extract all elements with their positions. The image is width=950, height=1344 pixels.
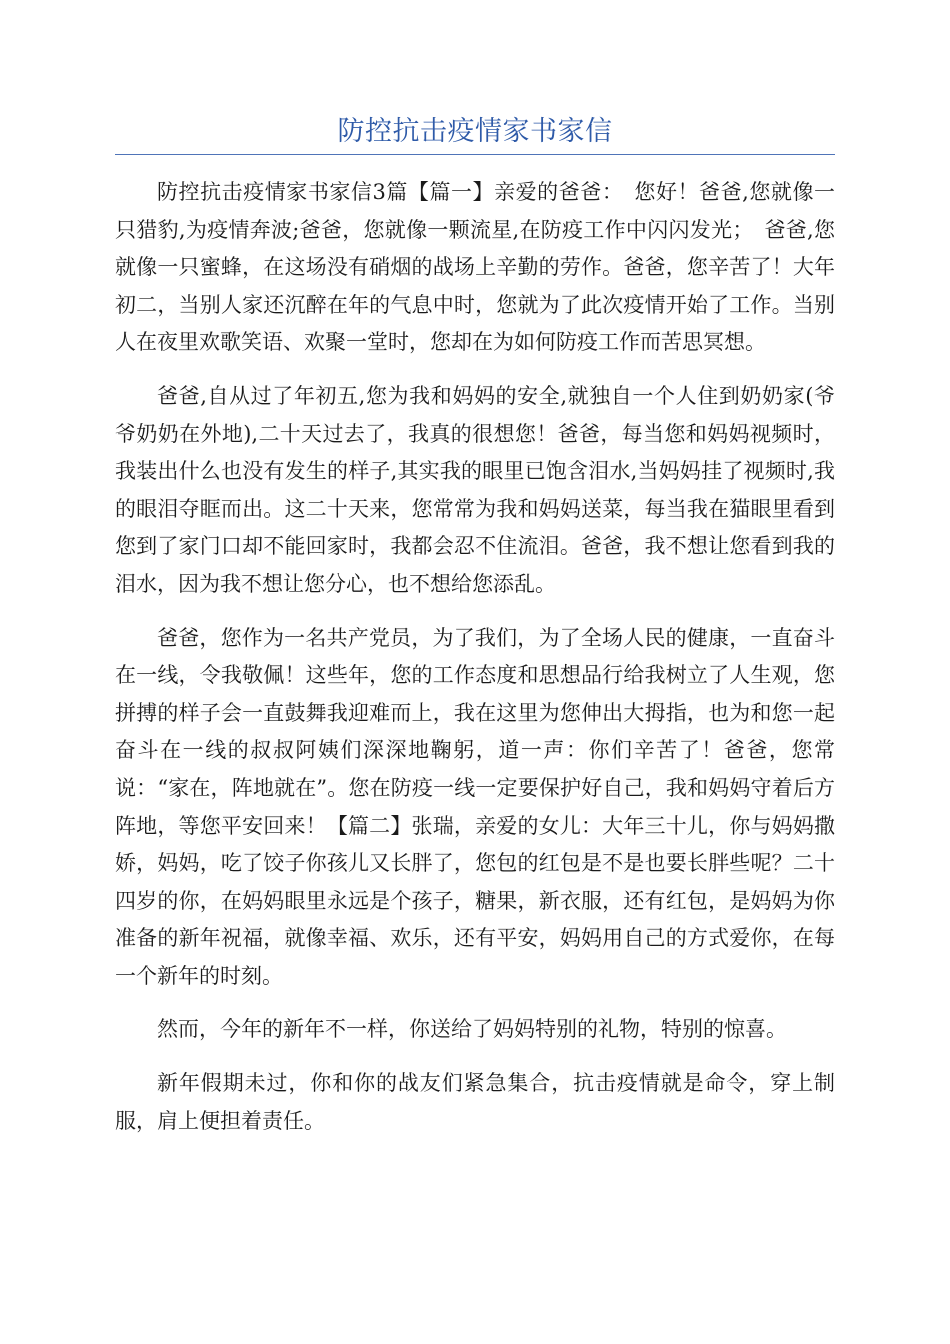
- paragraph-1: 防控抗击疫情家书家信3篇【篇一】亲爱的爸爸： 您好！爸爸,您就像一只猎豹,为疫情奔波;爸爸，您就像一颗流星,在防疫工作中闪闪发光； 爸爸,您就像一只蜜蜂，在这场没有硝烟的战场上辛勤的劳作。爸爸，您辛苦了！大年初二，当别人家还沉醉在年的气息中时，您就为了此次疫情开始了工作。当别人在夜里欢歌笑语、欢聚一堂时，您却在为如何防疫工作而苦思冥想。: [115, 180, 835, 355]
- document-body: [115, 174, 835, 1156]
- document-title: 防控抗击疫情家书家信: [337, 116, 613, 147]
- paragraph-2: 爸爸,自从过了年初五,您为我和妈妈的安全,就独自一个人住到奶奶家(爷爷奶奶在外地),二十天过去了，我真的很想您！爸爸，每当您和妈妈视频时，我装出什么也没有发生的样子,其实我的眼里已饱含泪水,当妈妈挂了视频时,我的眼泪夺眶而出。这二十天来，您常常为我和妈妈送菜，每当我在猫眼里看到您到了家门口却不能回家时，我都会忍不住流泪。爸爸，我不想让您看到我的泪水，因为我不想让您分心，也不想给您添乱。: [115, 383, 835, 596]
- paragraph-4: 然而，今年的新年不一样，你送给了妈妈特别的礼物，特别的惊喜。: [157, 1017, 787, 1042]
- paragraph-5: 新年假期未过，你和你的战友们紧急集合，抗击疫情就是命令，穿上制服，肩上便担着责任。: [115, 1071, 835, 1133]
- title-underline: [115, 154, 835, 155]
- paragraph-3: 爸爸，您作为一名共产党员，为了我们，为了全场人民的健康，一直奋斗在一线，令我敬佩！这些年，您的工作态度和思想品行给我树立了人生观，您拼搏的样子会一直鼓舞我迎难而上，我在这里为您伸出大拇指，也为和您一起奋斗在一线的叔叔阿姨们深深地鞠躬，道一声：你们辛苦了！爸爸，您常说：“家在，阵地就在”。您在防疫一线一定要保护好自己，我和妈妈守着后方阵地，等您平安回来！【篇二】张瑞，亲爱的女儿：大年三十儿，你与妈妈撒娇，妈妈，吃了饺子你孩儿又长胖了，您包的红包是不是也要长胖些呢？二十四岁的你，在妈妈眼里永远是个孩子，糖果，新衣服，还有红包，是妈妈为你准备的新年祝福，就像幸福、欢乐，还有平安，妈妈用自己的方式爱你，在每一个新年的时刻。: [115, 625, 835, 988]
